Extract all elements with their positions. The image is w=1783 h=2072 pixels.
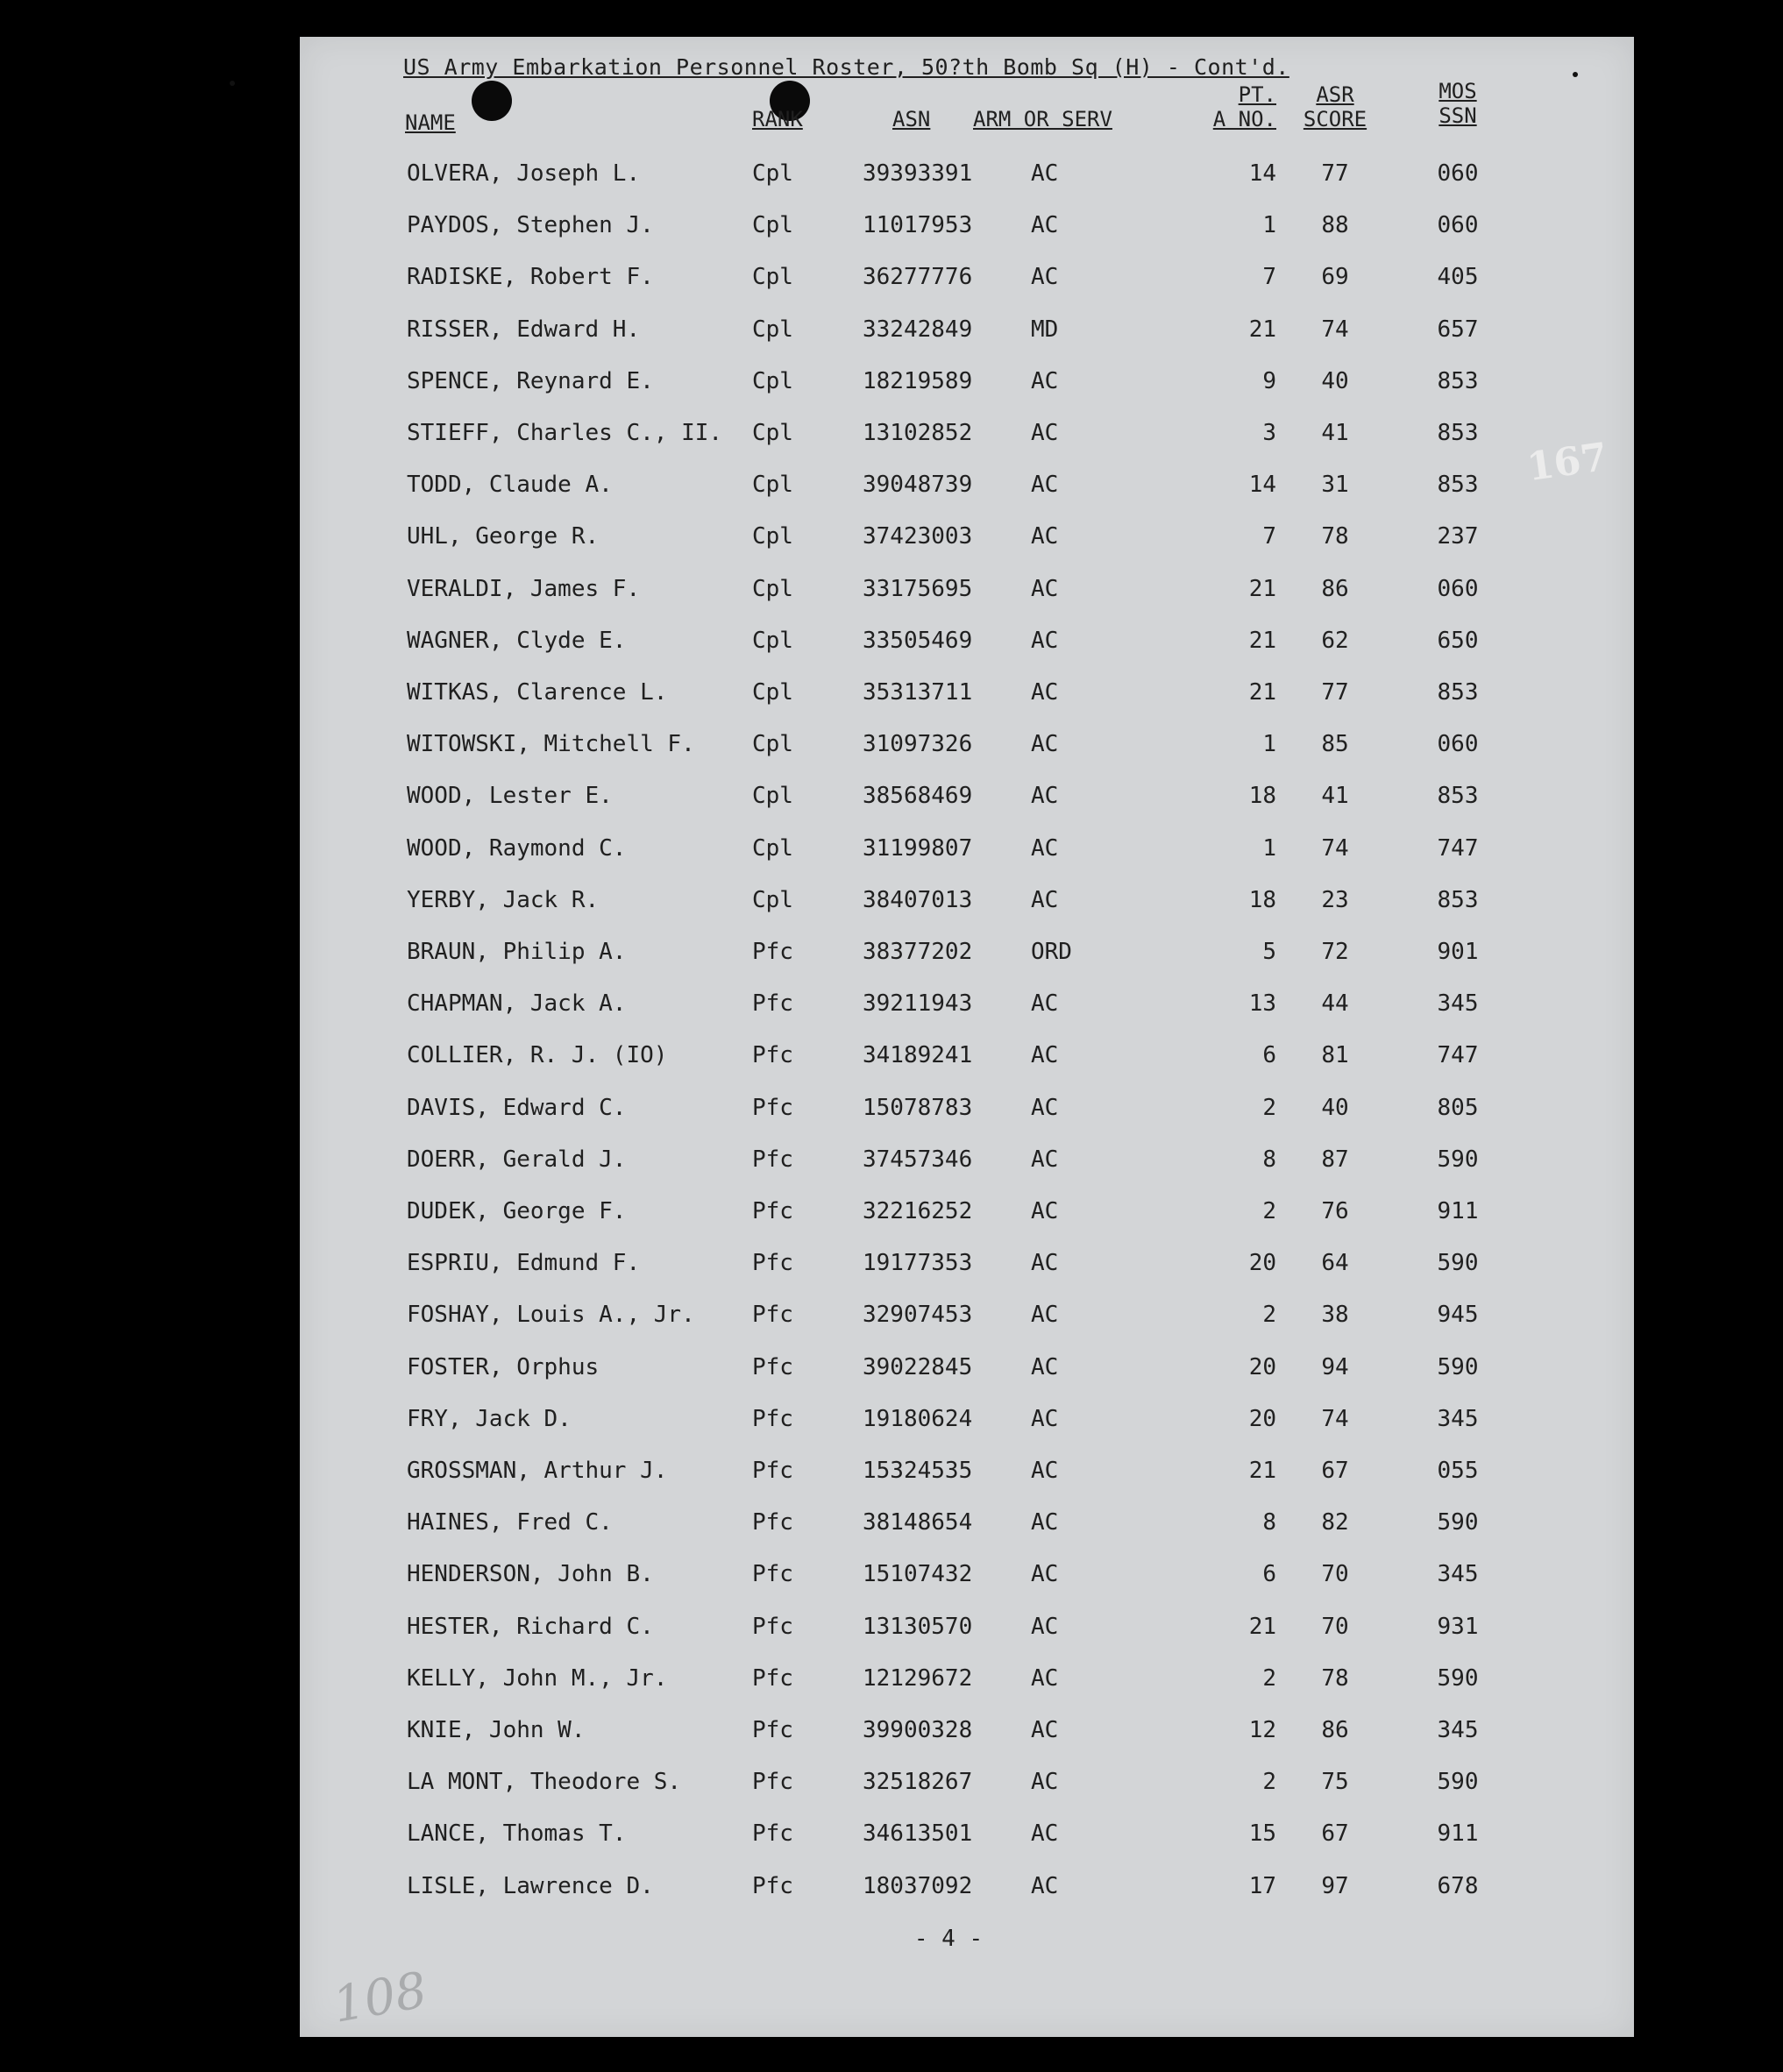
name-cell: PAYDOS, Stephen J. [407,212,654,239]
roster-row [300,156,1634,191]
arm-cell: AC [1031,160,1059,187]
rank-cell: Pfc [752,1509,793,1536]
roster-row [300,1713,1634,1748]
asn-cell: 36277776 [863,264,973,291]
roster-page [300,37,1634,2037]
mos-cell: 590 [1437,1250,1479,1277]
dept-number-cell: 21 [1248,679,1276,706]
name-cell: COLLIER, R. J. (IO) [407,1042,668,1069]
roster-row [300,934,1634,969]
rank-cell: Pfc [752,1717,793,1743]
name-cell: DOERR, Gerald J. [407,1146,627,1173]
rank-cell: Pfc [752,939,793,965]
roster-row [300,208,1634,243]
asn-cell: 39048739 [863,472,973,499]
asn-cell: 32907453 [863,1302,973,1329]
asr-score-cell: 70 [1321,1561,1349,1588]
arm-cell: AC [1031,1146,1059,1173]
arm-cell: AC [1031,1613,1059,1640]
asn-cell: 15324535 [863,1458,973,1484]
mos-cell: 853 [1437,420,1479,446]
mos-cell: 590 [1437,1509,1479,1536]
rank-cell: Cpl [752,472,793,499]
roster-row [300,1038,1634,1073]
asr-score-cell: 67 [1321,1820,1349,1848]
roster-row [300,1505,1634,1540]
asn-cell: 38568469 [863,783,973,810]
mos-cell: 853 [1437,783,1479,810]
asn-cell: 38148654 [863,1509,973,1536]
dept-number-cell: 18 [1248,783,1276,810]
arm-cell: AC [1031,264,1059,291]
rank-cell: Pfc [752,1561,793,1588]
rank-cell: Pfc [752,1405,793,1432]
name-cell: DUDEK, George F. [407,1198,627,1224]
arm-cell: AC [1031,1042,1059,1069]
stamp-number: 167 [1524,434,1610,491]
asn-cell: 11017953 [863,212,973,239]
name-cell: LANCE, Thomas T. [407,1820,627,1848]
dept-number-cell: 2 [1262,1094,1276,1121]
rank-cell: Cpl [752,264,793,291]
dept-number-cell: 1 [1262,731,1276,758]
rank-cell: Pfc [752,1353,793,1380]
name-cell: WOOD, Raymond C. [407,834,627,862]
arm-cell: AC [1031,523,1059,550]
roster-row [300,1401,1634,1437]
asn-cell: 33505469 [863,627,973,654]
roster-row [300,1453,1634,1488]
mos-cell: 901 [1437,939,1479,965]
pencil-note: 108 [329,1962,431,2034]
asn-cell: 35313711 [863,679,973,706]
asn-cell: 32518267 [863,1769,973,1796]
roster-row [300,727,1634,762]
name-cell: LISLE, Lawrence D. [407,1872,654,1899]
rank-cell: Cpl [752,523,793,550]
dept-number-cell: 21 [1248,1613,1276,1640]
mos-cell: 345 [1437,1717,1479,1743]
roster-row [300,519,1634,554]
arm-cell: AC [1031,679,1059,706]
asr-score-cell: 82 [1321,1509,1349,1536]
mos-cell: 853 [1437,472,1479,499]
rank-cell: Pfc [752,1458,793,1484]
arm-cell: AC [1031,472,1059,499]
header-mos-top: MOS [1438,79,1477,103]
header-rank: RANK [752,107,803,131]
arm-cell: AC [1031,834,1059,862]
mos-cell: 853 [1437,886,1479,913]
dept-number-cell: 8 [1262,1146,1276,1173]
rank-cell: Cpl [752,731,793,758]
roster-row [300,1245,1634,1281]
rank-cell: Pfc [752,1872,793,1899]
dept-number-cell: 9 [1262,367,1276,394]
arm-cell: AC [1031,1561,1059,1588]
arm-cell: AC [1031,1769,1059,1796]
header-dept-top: PT. [1238,82,1276,107]
header-mos-bottom: SSN [1438,103,1477,128]
name-cell: OLVERA, Joseph L. [407,160,641,187]
mos-cell: 747 [1437,1042,1479,1069]
rank-cell: Cpl [752,160,793,187]
arm-cell: AC [1031,1664,1059,1692]
rank-cell: Pfc [752,1769,793,1796]
asn-cell: 37457346 [863,1146,973,1173]
dept-number-cell: 18 [1248,886,1276,913]
header-dept [1171,82,1276,131]
roster-row [300,986,1634,1021]
arm-cell: AC [1031,1302,1059,1329]
dept-number-cell: 2 [1262,1664,1276,1692]
arm-cell: AC [1031,1717,1059,1743]
rank-cell: Cpl [752,367,793,394]
roster-row [300,312,1634,347]
dept-number-cell: 6 [1262,1042,1276,1069]
asr-score-cell: 69 [1321,264,1349,291]
name-cell: WOOD, Lester E. [407,783,613,810]
dept-number-cell: 14 [1248,160,1276,187]
mos-cell: 590 [1437,1664,1479,1692]
mos-cell: 060 [1437,575,1479,602]
rank-cell: Cpl [752,834,793,862]
asr-score-cell: 72 [1321,939,1349,965]
speck-mark [230,81,235,86]
arm-cell: AC [1031,1405,1059,1432]
arm-cell: AC [1031,575,1059,602]
name-cell: RISSER, Edward H. [407,316,641,343]
asr-score-cell: 77 [1321,160,1349,187]
asn-cell: 32216252 [863,1198,973,1224]
rank-cell: Cpl [752,420,793,446]
asr-score-cell: 77 [1321,679,1349,706]
name-cell: HAINES, Fred C. [407,1509,613,1536]
asn-cell: 19177353 [863,1250,973,1277]
arm-cell: AC [1031,1872,1059,1899]
asn-cell: 15078783 [863,1094,973,1121]
asn-cell: 31199807 [863,834,973,862]
dept-number-cell: 21 [1248,627,1276,654]
asn-cell: 33242849 [863,316,973,343]
mos-cell: 055 [1437,1458,1479,1484]
mos-cell: 405 [1437,264,1479,291]
asn-cell: 39022845 [863,1353,973,1380]
dept-number-cell: 8 [1262,1509,1276,1536]
asr-score-cell: 86 [1321,575,1349,602]
name-cell: FRY, Jack D. [407,1405,572,1432]
name-cell: LA MONT, Theodore S. [407,1769,682,1796]
header-asr-top: ASR [1316,82,1354,107]
name-cell: KNIE, John W. [407,1717,586,1743]
asn-cell: 15107432 [863,1561,973,1588]
mos-cell: 931 [1437,1613,1479,1640]
asr-score-cell: 74 [1321,1405,1349,1432]
dept-number-cell: 13 [1248,990,1276,1018]
mos-cell: 590 [1437,1769,1479,1796]
rank-cell: Cpl [752,575,793,602]
name-cell: HENDERSON, John B. [407,1561,654,1588]
mos-cell: 911 [1437,1198,1479,1224]
asr-score-cell: 62 [1321,627,1349,654]
dept-number-cell: 21 [1248,316,1276,343]
name-cell: YERBY, Jack R. [407,886,600,913]
dept-number-cell: 3 [1262,420,1276,446]
dept-number-cell: 6 [1262,1561,1276,1588]
arm-cell: AC [1031,886,1059,913]
mos-cell: 678 [1437,1872,1479,1899]
mos-cell: 650 [1437,627,1479,654]
header-arm-or-serv: ARM OR SERV [973,107,1112,131]
rank-cell: Pfc [752,1146,793,1173]
dept-number-cell: 2 [1262,1198,1276,1224]
arm-cell: AC [1031,1353,1059,1380]
arm-cell: AC [1031,1820,1059,1848]
arm-cell: MD [1031,316,1059,343]
mos-cell: 945 [1437,1302,1479,1329]
asr-score-cell: 74 [1321,316,1349,343]
roster-row [300,364,1634,399]
asn-cell: 33175695 [863,575,973,602]
dept-number-cell: 21 [1248,575,1276,602]
asn-cell: 13102852 [863,420,973,446]
asr-score-cell: 81 [1321,1042,1349,1069]
rank-cell: Pfc [752,1664,793,1692]
asr-score-cell: 75 [1321,1769,1349,1796]
asr-score-cell: 94 [1321,1353,1349,1380]
asr-score-cell: 31 [1321,472,1349,499]
header-dept-bottom: A NO. [1212,107,1276,131]
asr-score-cell: 67 [1321,1458,1349,1484]
asn-cell: 39211943 [863,990,973,1018]
page-number: - 4 - [913,1926,984,1952]
dept-number-cell: 20 [1248,1405,1276,1432]
asn-cell: 39393391 [863,160,973,187]
roster-row [300,467,1634,502]
roster-row [300,259,1634,294]
arm-cell: AC [1031,1458,1059,1484]
asr-score-cell: 97 [1321,1872,1349,1899]
rank-cell: Pfc [752,1094,793,1121]
name-cell: BRAUN, Philip A. [407,939,627,965]
roster-row [300,1557,1634,1592]
arm-cell: AC [1031,212,1059,239]
dept-number-cell: 20 [1248,1250,1276,1277]
name-cell: RADISKE, Robert F. [407,264,654,291]
dept-number-cell: 7 [1262,523,1276,550]
mos-cell: 060 [1437,731,1479,758]
asn-cell: 39900328 [863,1717,973,1743]
roster-row [300,415,1634,451]
roster-row [300,883,1634,918]
mos-cell: 060 [1437,160,1479,187]
asr-score-cell: 38 [1321,1302,1349,1329]
asr-score-cell: 40 [1321,367,1349,394]
roster-row [300,1816,1634,1851]
name-cell: WITKAS, Clarence L. [407,679,668,706]
roster-row [300,1869,1634,1904]
roster-row [300,1661,1634,1696]
asr-score-cell: 78 [1321,523,1349,550]
asn-cell: 38407013 [863,886,973,913]
dept-number-cell: 12 [1248,1717,1276,1743]
mos-cell: 237 [1437,523,1479,550]
dept-number-cell: 15 [1248,1820,1276,1848]
name-cell: TODD, Claude A. [407,472,613,499]
punch-hole-left [472,81,512,121]
roster-row [300,1194,1634,1229]
roster-row [300,831,1634,866]
roster-row [300,675,1634,710]
asn-cell: 38377202 [863,939,973,965]
asr-score-cell: 23 [1321,886,1349,913]
name-cell: FOSTER, Orphus [407,1353,600,1380]
name-cell: HESTER, Richard C. [407,1613,654,1640]
arm-cell: AC [1031,367,1059,394]
arm-cell: ORD [1031,939,1072,965]
asr-score-cell: 87 [1321,1146,1349,1173]
roster-row [300,1764,1634,1799]
mos-cell: 590 [1437,1146,1479,1173]
name-cell: KELLY, John M., Jr. [407,1664,668,1692]
rank-cell: Cpl [752,679,793,706]
asn-cell: 31097326 [863,731,973,758]
dept-number-cell: 20 [1248,1353,1276,1380]
dept-number-cell: 17 [1248,1872,1276,1899]
arm-cell: AC [1031,1094,1059,1121]
mos-cell: 853 [1437,679,1479,706]
rank-cell: Cpl [752,886,793,913]
mos-cell: 747 [1437,834,1479,862]
rank-cell: Cpl [752,783,793,810]
asr-score-cell: 78 [1321,1664,1349,1692]
mos-cell: 805 [1437,1094,1479,1121]
arm-cell: AC [1031,1198,1059,1224]
asn-cell: 34189241 [863,1042,973,1069]
asr-score-cell: 64 [1321,1250,1349,1277]
rank-cell: Pfc [752,1302,793,1329]
roster-row [300,1090,1634,1125]
dept-number-cell: 1 [1262,212,1276,239]
asn-cell: 12129672 [863,1664,973,1692]
name-cell: SPENCE, Reynard E. [407,367,654,394]
arm-cell: AC [1031,731,1059,758]
arm-cell: AC [1031,627,1059,654]
mos-cell: 657 [1437,316,1479,343]
roster-row [300,1142,1634,1177]
dept-number-cell: 5 [1262,939,1276,965]
arm-cell: AC [1031,783,1059,810]
asr-score-cell: 41 [1321,783,1349,810]
asn-cell: 18037092 [863,1872,973,1899]
header-asn: ASN [892,107,931,131]
rank-cell: Cpl [752,316,793,343]
mos-cell: 590 [1437,1353,1479,1380]
arm-cell: AC [1031,990,1059,1018]
asn-cell: 37423003 [863,523,973,550]
mos-cell: 345 [1437,1561,1479,1588]
mos-cell: 853 [1437,367,1479,394]
arm-cell: AC [1031,1250,1059,1277]
asn-cell: 19180624 [863,1405,973,1432]
rank-cell: Pfc [752,1042,793,1069]
dept-number-cell: 2 [1262,1302,1276,1329]
roster-row [300,623,1634,658]
speck-mark [1573,72,1578,77]
roster-row [300,778,1634,813]
roster-row [300,1350,1634,1385]
name-cell: DAVIS, Edward C. [407,1094,627,1121]
header-name: NAME [405,110,456,135]
rank-cell: Cpl [752,627,793,654]
asr-score-cell: 86 [1321,1717,1349,1743]
asr-score-cell: 88 [1321,212,1349,239]
name-cell: ESPRIU, Edmund F. [407,1250,641,1277]
roster-row [300,1297,1634,1332]
roster-row [300,1609,1634,1644]
mos-cell: 345 [1437,990,1479,1018]
header-asr-score [1287,82,1383,131]
document-title: US Army Embarkation Personnel Roster, 50?th Bomb Sq (H) - Cont'd. [403,54,1289,80]
dept-number-cell: 7 [1262,264,1276,291]
dept-number-cell: 14 [1248,472,1276,499]
name-cell: STIEFF, Charles C., II. [407,420,723,446]
asr-score-cell: 40 [1321,1094,1349,1121]
rank-cell: Pfc [752,1820,793,1848]
dept-number-cell: 21 [1248,1458,1276,1484]
header-mos-ssn [1418,79,1497,128]
arm-cell: AC [1031,420,1059,446]
arm-cell: AC [1031,1509,1059,1536]
name-cell: GROSSMAN, Arthur J. [407,1458,668,1484]
name-cell: WAGNER, Clyde E. [407,627,627,654]
name-cell: FOSHAY, Louis A., Jr. [407,1302,695,1329]
header-asr-bottom: SCORE [1303,107,1367,131]
name-cell: WITOWSKI, Mitchell F. [407,731,695,758]
dept-number-cell: 2 [1262,1769,1276,1796]
name-cell: VERALDI, James F. [407,575,641,602]
asr-score-cell: 44 [1321,990,1349,1018]
rank-cell: Pfc [752,1250,793,1277]
mos-cell: 911 [1437,1820,1479,1848]
asn-cell: 34613501 [863,1820,973,1848]
rank-cell: Cpl [752,212,793,239]
rank-cell: Pfc [752,1198,793,1224]
mos-cell: 060 [1437,212,1479,239]
asn-cell: 18219589 [863,367,973,394]
mos-cell: 345 [1437,1405,1479,1432]
name-cell: CHAPMAN, Jack A. [407,990,627,1018]
rank-cell: Pfc [752,1613,793,1640]
dept-number-cell: 1 [1262,834,1276,862]
asn-cell: 13130570 [863,1613,973,1640]
asr-score-cell: 41 [1321,420,1349,446]
roster-row [300,571,1634,607]
asr-score-cell: 74 [1321,834,1349,862]
name-cell: UHL, George R. [407,523,600,550]
rank-cell: Pfc [752,990,793,1018]
asr-score-cell: 76 [1321,1198,1349,1224]
asr-score-cell: 70 [1321,1613,1349,1640]
asr-score-cell: 85 [1321,731,1349,758]
